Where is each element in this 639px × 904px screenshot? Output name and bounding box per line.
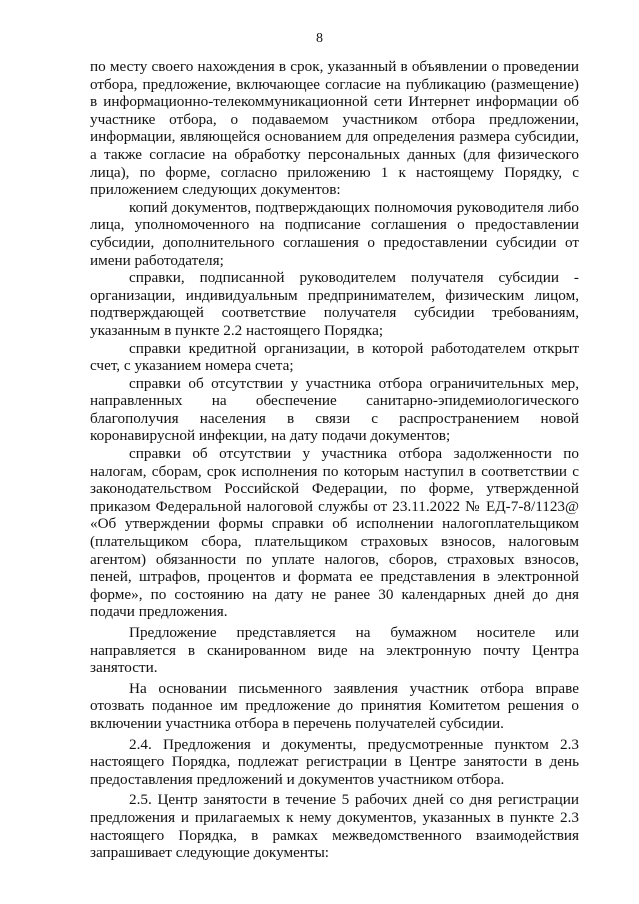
page-number: 8: [316, 31, 323, 46]
paragraph: На основании письменного заявления участник отбора вправе отозвать поданное им предложение до принятия Комитетом решения о включении участника отбора в перечень получателей субсидии.: [90, 679, 579, 732]
paragraph-section-2-5: 2.5. Центр занятости в течение 5 рабочих дней со дня регистрации предложения и прилагаемых к нему документов, указанных в пункте 2.3 настоящего Порядка, в рамках межведомственного взаимодействия запрашивает следующие документы:: [90, 791, 579, 862]
paragraph-list-item: копий документов, подтверждающих полномочия руководителя либо лица, уполномоченного на подписание соглашения о предоставлении субсидии, дополнительного соглашения о предоставлении субсидии от имени работодателя;: [90, 198, 579, 269]
paragraph-list-item: справки об отсутствии у участника отбора задолженности по налогам, сборам, срок исполнения по которым наступил в соответствии с законодательством Российской Федерации, по форме, утвержденной приказом Федеральной налоговой службы от 23.11.2022 № ЕД-7-8/1123@ «Об утверждении формы справки об исполнении налогоплательщиком (плательщиком сбора, плательщиком страховых взносов, налоговым агентом) обязанности по уплате налогов, сборов, страховых взносов, пеней, штрафов, процентов и формата ее представления в электронной форме», по состоянию на дату не ранее 30 календарных дней до дня подачи предложения.: [90, 445, 579, 621]
paragraph-list-item: справки кредитной организации, в которой работодателем открыт счет, с указанием номера счета;: [90, 339, 579, 375]
paragraph-list-item: справки об отсутствии у участника отбора ограничительных мер, направленных на обеспечение санитарно-эпидемиологического благополучия населения в связи с распространением новой коронавирусной инфекции, на дату подачи документов;: [90, 374, 579, 445]
paragraph-list-item: справки, подписанной руководителем получателя субсидии - организации, индивидуальным предпринимателем, физическим лицом, подтверждающей соответствие получателя субсидии требованиям, указанным в пункте 2.2 настоящего Порядка;: [90, 269, 579, 339]
paragraph-continuation: по месту своего нахождения в срок, указанный в объявлении о проведении отбора, предложение, включающее согласие на публикацию (размещение) в информационно-телекоммуникационной сети Интернет информации об участнике отбора, о подаваемом участником отбора предложении, информации, являющейся основанием для определения размера субсидии, а также согласие на обработку персональных данных (для физического лица), по форме, согласно приложению 1 к настоящему Порядку, с приложением следующих документов:: [90, 58, 579, 199]
paragraph: Предложение представляется на бумажном носителе или направляется в сканированном виде на электронную почту Центра занятости.: [90, 624, 579, 677]
document-body: [90, 58, 579, 862]
paragraph-section-2-4: 2.4. Предложения и документы, предусмотренные пунктом 2.3 настоящего Порядка, подлежат регистрации в Центре занятости в день предоставления предложений и документов участником отбора.: [90, 735, 579, 788]
